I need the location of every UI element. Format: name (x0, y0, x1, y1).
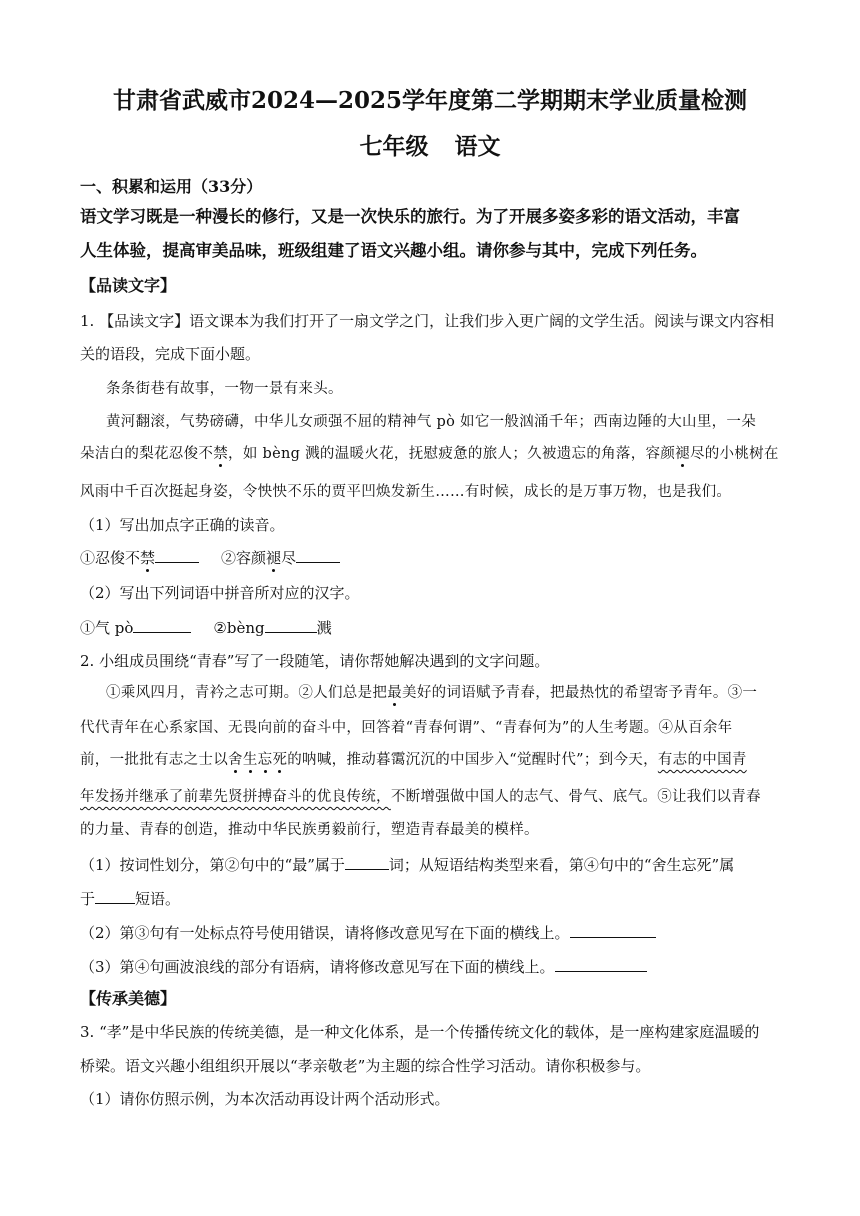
essay-line-1: ①乘风四月，青衿之志可期。②人们总是把最美好的词语赋予青春，把最热忱的希望寄予青年。③一 (106, 685, 758, 701)
answer-blank[interactable] (95, 888, 135, 904)
q3-sub1: （1）请你仿照示例，为本次活动再设计两个活动形式。 (80, 1090, 450, 1108)
answer-blank[interactable] (155, 547, 199, 563)
q2-sub2: （2）第③句有一处标点符号使用错误，请将修改意见写在下面的横线上。 (80, 922, 656, 943)
q1-sub2-answers: ①气 pò ②bèng 溅 (80, 619, 332, 637)
answer-blank[interactable] (265, 617, 317, 633)
dotted-char: 舍 (228, 752, 243, 768)
dotted-char: 死 (272, 752, 288, 768)
q2-sub3: （3）第④句画波浪线的部分有语病，请将修改意见写在下面的横线上。 (80, 956, 647, 977)
q1-stem-line-2: 关的语段，完成下面小题。 (80, 345, 261, 363)
tag-reading: 【品读文字】 (80, 276, 177, 295)
essay-line-2: 代代青年在心系家国、无畏向前的奋斗中，回答着“青春何谓”、“青春何为”的人生考题。④从百余年 (80, 720, 733, 736)
dotted-char: 最 (387, 685, 403, 701)
grade-label: 七年级 (359, 133, 429, 160)
subject-label: 语文 (454, 133, 501, 160)
q1-stem-line-1: 1. 【品读文字】语文课本为我们打开了一扇文学之门，让我们步入更广阔的文学生活。阅读与课文内容相 (80, 312, 775, 330)
answer-blank[interactable] (345, 854, 389, 870)
passage-line-3: 风雨中千百次挺起身姿，令怏怏不乐的贾平凹焕发新生……有时候，成长的是万事万物，也是我们。 (80, 484, 732, 500)
dotted-char: 忘 (257, 752, 273, 768)
q1-sub1: （1）写出加点字正确的读音。 (80, 516, 285, 534)
q3-stem-line-2: 桥梁。语文兴趣小组组织开展以“孝亲敬老”为主题的综合性学习活动。请你积极参与。 (80, 1057, 651, 1075)
dotted-char: 生 (242, 752, 258, 768)
intro-line-2: 人生体验，提高审美品味，班级组建了语文兴趣小组。请你参与其中，完成下列任务。 (80, 241, 707, 260)
section-heading: 一、积累和运用（33分） (80, 177, 263, 196)
essay-line-3: 前，一批批有志之士以舍生忘死的呐喊，推动暮霭沉沉的中国步入“觉醒时代”；到今天，有志的中国青 (80, 752, 747, 768)
dotted-char: 褪 (675, 446, 690, 462)
answer-blank[interactable] (296, 547, 340, 563)
q2-stem: 2. 小组成员围绕“青春”写了一段随笔，请你帮她解决遇到的文字问题。 (80, 652, 550, 670)
essay-line-4: 年发扬并继承了前辈先贤拼搏奋斗的优良传统，不断增强做中国人的志气、骨气、底气。⑤让我们以青春 (80, 789, 761, 805)
q3-stem-line-1: 3. “孝”是中华民族的传统美德，是一种文化体系，是一个传播传统文化的载体，是一座构建家庭温暖的 (80, 1023, 760, 1041)
passage-line-2: 朵洁白的梨花忍俊不禁，如 bèng 溅的温暖火花，抚慰疲惫的旅人；久被遗忘的角落，容颜褪尽的小桃树在 (80, 446, 779, 462)
essay-line-5: 的力量、青春的创造，推动中华民族勇毅前行，塑造青春最美的模样。 (80, 822, 539, 838)
wavy-underlined-text: 有志的中国青 (657, 752, 747, 768)
dotted-char: 禁 (213, 446, 229, 462)
answer-blank[interactable] (133, 617, 191, 633)
q2-sub1: （1）按词性划分，第②句中的“最”属于 词；从短语结构类型来看，第④句中的“舍生忘死”属 (80, 856, 735, 874)
passage-line-1: 黄河翻滚，气势磅礴，中华儿女顽强不屈的精神气 pò 如它一般汹涌千年；西南边陲的大山里，一朵 (106, 414, 757, 430)
q1-sub1-answers: ①忍俊不禁 ②容颜褪尽 (80, 547, 340, 568)
exam-title: 甘肃省武威市2024—2025学年度第二学期期末学业质量检测 (112, 87, 748, 114)
q1-sub2: （2）写出下列词语中拼音所对应的汉字。 (80, 584, 360, 602)
wavy-underlined-text: 年发扬并继承了前辈先贤拼搏奋斗的优良传统， (80, 789, 391, 805)
answer-blank[interactable] (555, 956, 647, 972)
exam-subtitle (0, 132, 860, 162)
intro-line-1: 语文学习既是一种漫长的修行，又是一次快乐的旅行。为了开展多姿多彩的语文活动，丰富 (80, 207, 740, 226)
passage-line-0: 条条街巷有故事，一物一景有来头。 (106, 381, 343, 397)
dotted-char: 褪 (266, 549, 282, 567)
dotted-char: 禁 (140, 549, 156, 567)
answer-blank[interactable] (570, 922, 656, 938)
q2-sub1-cont: 于 短语。 (80, 890, 181, 908)
tag-virtue: 【传承美德】 (80, 989, 177, 1008)
